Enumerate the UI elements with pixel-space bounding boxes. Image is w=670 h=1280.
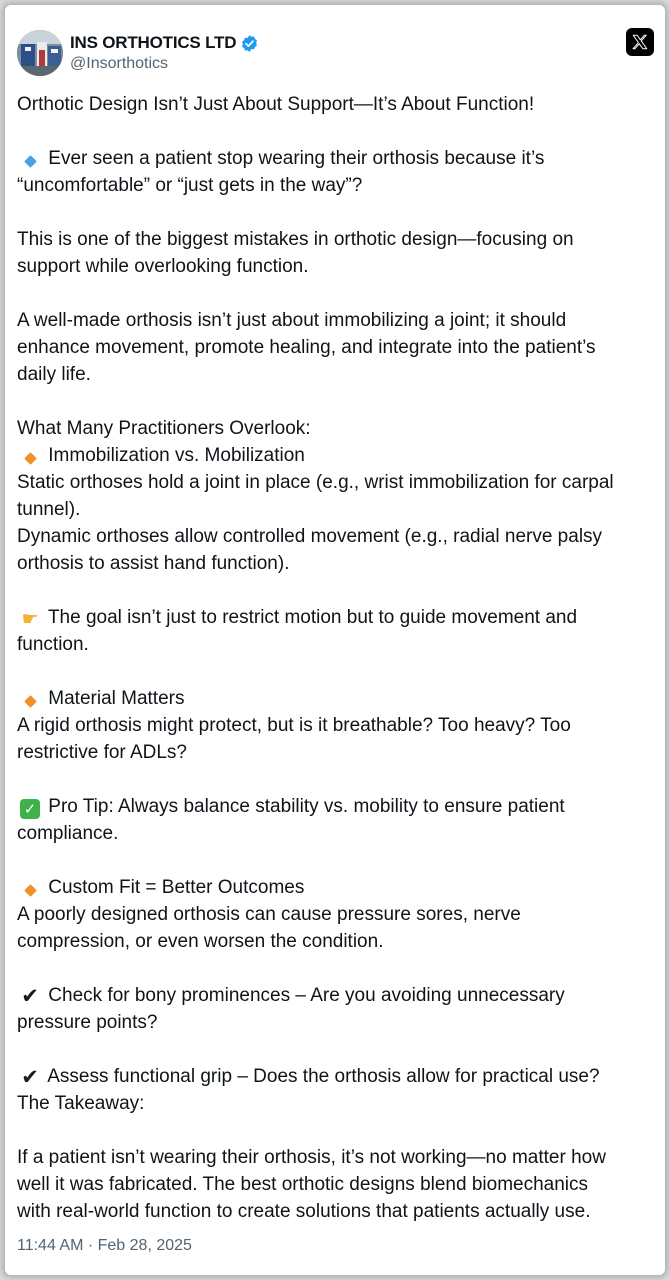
orange-diamond-icon [17,876,43,903]
post-line: Orthotic Design Isn’t Just About Support—It’s About Function! [17,94,535,115]
post-line: daily life. [17,364,91,385]
post-line: This is one of the biggest mistakes in orthotic design—focusing on [17,229,574,250]
post-line: A poorly designed orthosis can cause pressure sores, nerve [17,904,521,925]
post-line [17,1063,653,1090]
author-handle[interactable]: @Insorthotics [70,55,169,72]
blank-line [17,766,653,793]
post-line: tunnel). [17,499,81,520]
heavy-check-icon: ✔ [21,984,39,1008]
post-line: orthosis to assist hand function). [17,553,290,574]
blank-line [17,577,653,604]
post-line: compression, or even worsen the condition. [17,931,384,952]
x-logo-glyph [631,33,649,51]
post-line-text: Check for bony prominences – Are you avoiding unnecessary [48,985,565,1006]
post-line-text: Custom Fit = Better Outcomes [48,877,305,898]
post-line: restrictive for ADLs? [17,742,187,763]
post-card [5,5,665,1275]
post-line [17,982,653,1009]
post-line [17,793,653,820]
blue-diamond-icon [17,147,43,174]
post-line: “uncomfortable” or “just gets in the way”? [17,175,363,196]
blank-line [17,1036,653,1063]
blank-line [17,658,653,685]
post-line-text: Ever seen a patient stop wearing their orthosis because it’s [48,148,545,169]
post-line-text: The goal isn’t just to restrict motion but to guide movement and [47,607,578,628]
post-line: If a patient isn’t wearing their orthosis, it’s not working—no matter how [17,1147,606,1168]
blank-line [17,955,653,982]
post-line: The Takeaway: [17,1093,145,1114]
x-logo-icon[interactable] [626,28,654,56]
author-display-name[interactable]: INS ORTHOTICS LTD [70,33,237,52]
avatar-image [17,30,63,76]
post-line: Dynamic orthoses allow controlled movement (e.g., radial nerve palsy [17,526,603,547]
post-line [17,685,653,712]
post-body [17,91,653,1225]
blank-line [17,118,653,145]
post-line-text: Immobilization vs. Mobilization [48,445,305,466]
post-line-text: Assess functional grip – Does the orthosis allow for practical use? [47,1066,600,1087]
blank-line [17,388,653,415]
post-line: Static orthoses hold a joint in place (e.g., wrist immobilization for carpal [17,472,614,493]
blank-line [17,199,653,226]
pointing-hand-icon: ☛ [21,608,39,630]
post-timestamp[interactable]: 11:44 AM · Feb 28, 2025 [17,1237,192,1254]
orange-diamond-icon [17,687,43,714]
blank-line [17,1117,653,1144]
blank-line [17,847,653,874]
verified-badge-icon [240,34,259,53]
post-line [17,604,653,631]
post-line [17,145,653,172]
post-line: well it was fabricated. The best orthotic designs blend biomechanics [17,1174,589,1195]
post-line-text: Pro Tip: Always balance stability vs. mobility to ensure patient [48,796,565,817]
blank-line [17,280,653,307]
post-line: compliance. [17,823,119,844]
post-line [17,442,653,469]
post-line: with real-world function to create solutions that patients actually use. [17,1201,591,1222]
check-mark-button-icon: ✓ [17,795,43,822]
heavy-check-icon: ✔ [21,1065,39,1089]
post-line [17,874,653,901]
post-line: A rigid orthosis might protect, but is it breathable? Too heavy? Too [17,715,571,736]
post-line: What Many Practitioners Overlook: [17,418,311,439]
post-line: enhance movement, promote healing, and integrate into the patient’s [17,337,596,358]
avatar[interactable] [17,30,63,76]
post-line: A well-made orthosis isn’t just about immobilizing a joint; it should [17,310,567,331]
orange-diamond-icon [17,444,43,471]
post-line: pressure points? [17,1012,158,1033]
post-line-text: Material Matters [48,688,185,709]
post-line: support while overlooking function. [17,256,309,277]
post-line: function. [17,634,89,655]
author-name-row[interactable] [70,31,259,55]
